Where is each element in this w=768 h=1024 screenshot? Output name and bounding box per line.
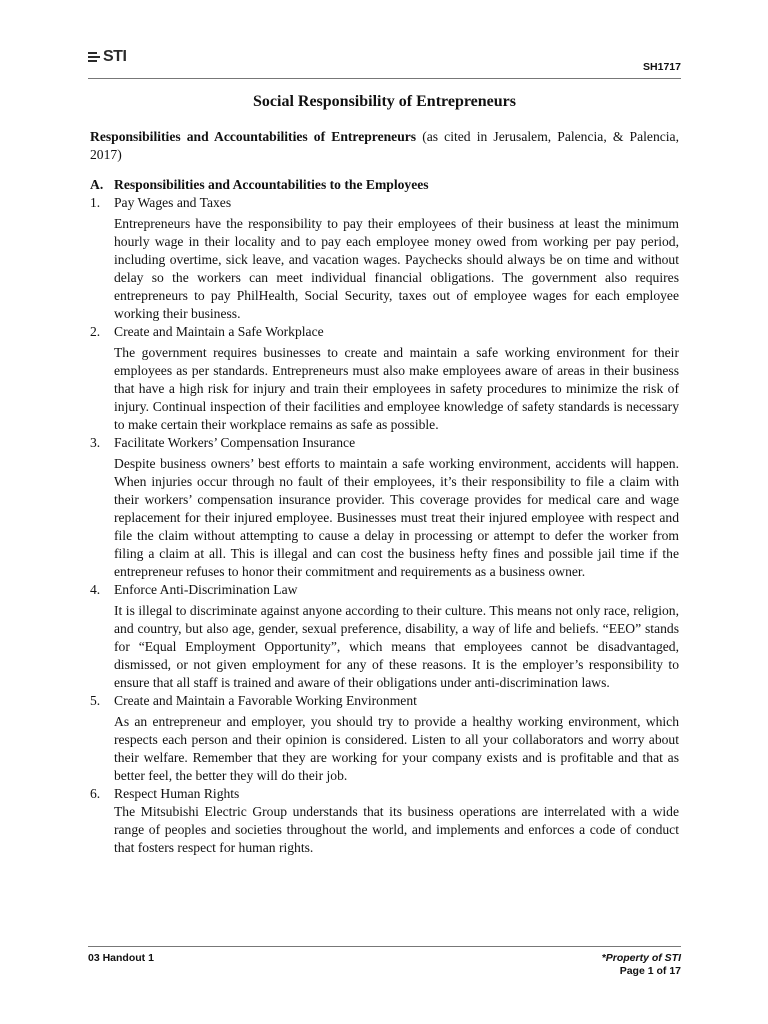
- item-body: It is illegal to discriminate against anyone according to their culture. This means not only race, religion, and country, but also age, gender, sexual preference, disability, a way of life and beliefs. “EEO” stands for “Equal Employment Opportunity”, which means that employees cannot be disadvantaged, dismissed, or not given employment for any of these reasons. It is the employer’s responsibility to ensure that all staff is trained and aware of their obligations under anti-discrimination laws.: [114, 603, 679, 690]
- intro-citation: (as cited in Jerusalem, Palencia, & Palencia, 2017): [90, 129, 679, 162]
- property-note: *Property of STI: [601, 952, 681, 964]
- header-divider: [88, 78, 681, 79]
- item-body: As an entrepreneur and employer, you should try to provide a healthy working environment, which respects each person and their opinion is considered. Listen to all your collaborators and worry about their welfare. Remember that they are working for your company exists and is profitable and that as better feel, the better they will do their job.: [114, 714, 679, 783]
- item-title: [90, 434, 679, 452]
- item-title: [90, 581, 679, 599]
- item-body: The Mitsubishi Electric Group understands that its business operations are interrelated with a wide range of peoples and societies throughout the world, and implements and enforces a code of conduct that fosters respect for human rights.: [114, 804, 679, 855]
- item-title: [90, 785, 679, 803]
- item-title-text: Enforce Anti-Discrimination Law: [114, 582, 298, 597]
- item-body: The government requires businesses to create and maintain a safe working environment for their employees as per standards. Entrepreneurs must also make employees aware of areas in their business that have a high risk for injury and train their employees in safety procedures to minimize the risk of injury. Continual inspection of their facilities and employee knowledge of safety standards is necessary to make certain their workplace remains as safe as possible.: [114, 345, 679, 432]
- item-title-text: Respect Human Rights: [114, 786, 240, 801]
- footer-info: [602, 952, 681, 978]
- section-heading-text: Responsibilities and Accountabilities to the Employees: [114, 177, 429, 192]
- item-title: [90, 692, 679, 710]
- logo-text: STI: [103, 48, 127, 65]
- item-number: 4.: [90, 582, 101, 597]
- logo-stripes-icon: [88, 50, 102, 64]
- item-body: Despite business owners’ best efforts to maintain a safe working environment, accidents will happen. When injuries occur through no fault of their employees, it’s their responsibility to file a claim with their workers’ compensation insurance provider. This coverage provides for medical care and wage replacement for their injured employee. Businesses must treat their injured employee with respect and file the claim without attempting to cause a delay in processing or attempt to defer the worker from filing a claim at all. This is illegal and can cost the business hefty fines and possible jail time if the entrepreneur refuses to honor their commitment and requirements as a business owner.: [114, 456, 679, 579]
- item-number: 6.: [90, 786, 101, 801]
- item-title-text: Facilitate Workers’ Compensation Insurance: [114, 435, 356, 450]
- page-title: Social Responsibility of Entrepreneurs: [253, 93, 516, 110]
- item-title-text: Pay Wages and Taxes: [114, 195, 232, 210]
- item-title: [90, 194, 679, 212]
- item-number: 2.: [90, 324, 101, 339]
- document-code: SH1717: [643, 61, 681, 73]
- intro-paragraph: [90, 128, 679, 164]
- item-title: [90, 323, 679, 341]
- main-content: [90, 128, 679, 857]
- page-number: Page 1 of 17: [619, 965, 681, 977]
- item-title-text: Create and Maintain a Favorable Working Environment: [114, 693, 417, 708]
- handout-label: 03 Handout 1: [88, 952, 154, 964]
- section-heading: [90, 176, 679, 194]
- item-number: 3.: [90, 435, 101, 450]
- item-number: 1.: [90, 195, 101, 210]
- section-letter: A.: [90, 177, 104, 192]
- sti-logo: [88, 48, 126, 66]
- item-body: Entrepreneurs have the responsibility to pay their employees of their business at least the minimum hourly wage in their locality and to pay each employee money owed from working per pay period, including overtime, sick leave, and vacation wages. Paychecks should always be on time and without delay so the workers can meet individual financial obligations. The government also requires entrepreneurs to pay PhilHealth, Social Security, taxes out of employee wages for each employee working their business.: [114, 216, 679, 321]
- item-title-text: Create and Maintain a Safe Workplace: [114, 324, 324, 339]
- item-number: 5.: [90, 693, 101, 708]
- footer-divider: [88, 946, 681, 947]
- intro-bold: Responsibilities and Accountabilities of Entrepreneurs: [90, 129, 417, 144]
